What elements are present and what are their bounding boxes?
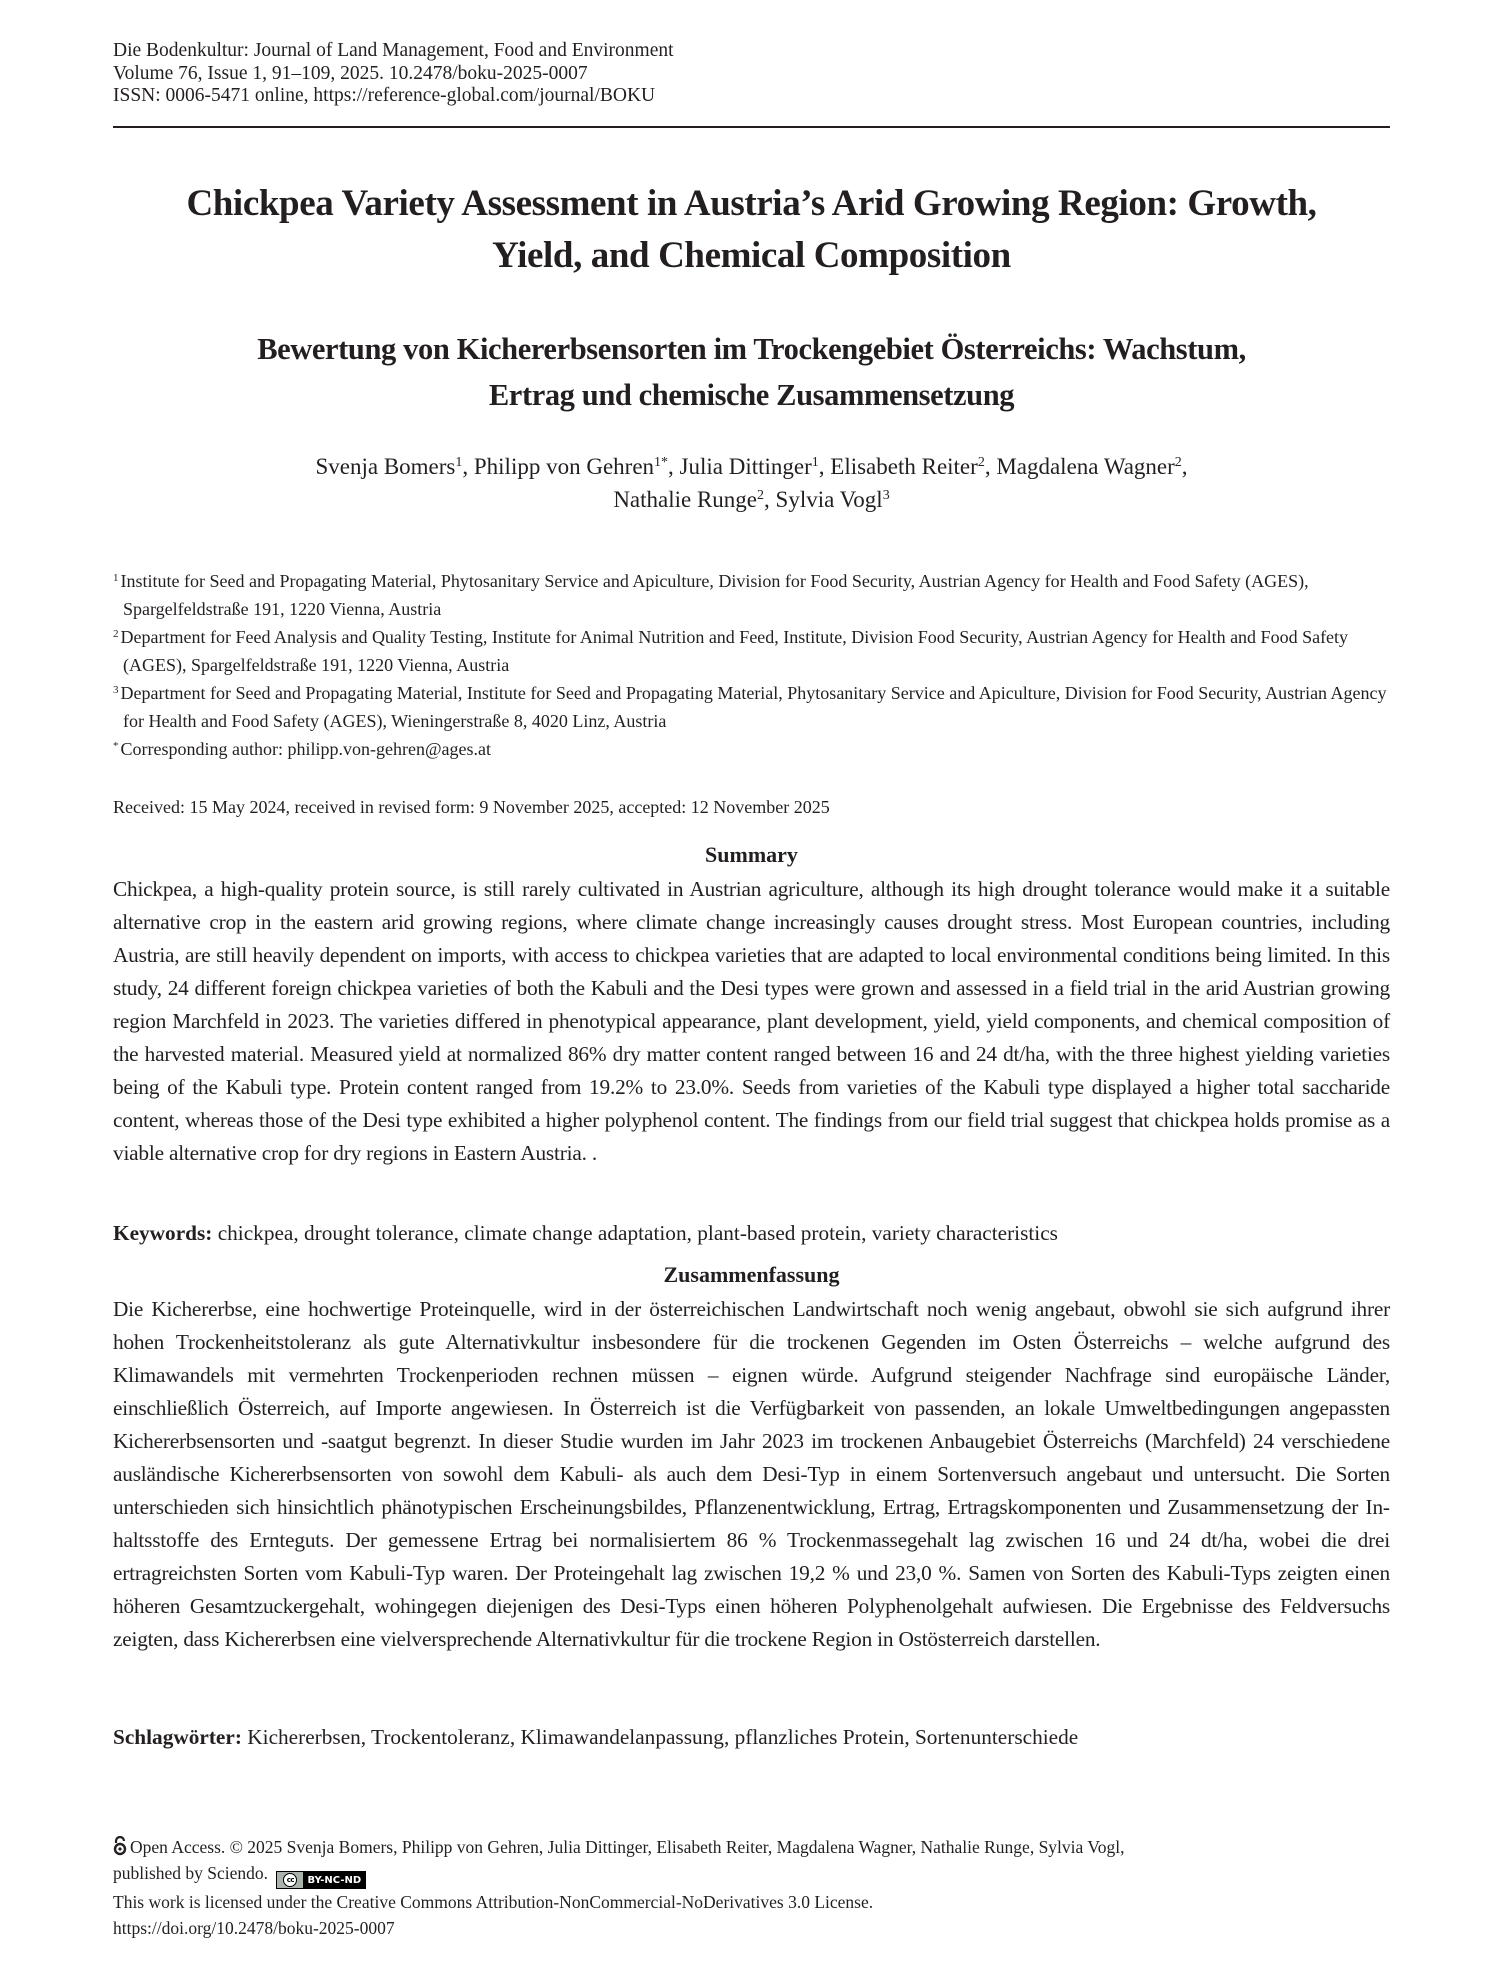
journal-volume: Volume 76, Issue 1, 91–109, 2025. 10.2478/boku-2025-0007 [113,62,588,84]
keywords-label: Keywords: [113,1221,213,1245]
journal-issn: ISSN: 0006-5471 online, https://reference-global.com/journal/BOKU [113,85,656,106]
cc-license-label: BY-NC-ND [307,1874,362,1886]
schlagwoerter [113,1722,1390,1752]
schlagwoerter-label: Schlagwörter: [113,1725,242,1749]
license-footer [113,1834,1390,1941]
zusammenfassung-heading: Zusammenfassung [663,1262,840,1287]
paper-subtitle-german [113,326,1390,418]
author: Philipp von Gehren$^{1*}$, [473,454,680,479]
author: Svenja Bomers$^1$, [315,454,474,479]
doi-link[interactable]: https://doi.org/10.2478/boku-2025-0007 [113,1918,395,1938]
affiliation-1: $^1$ Institute for Seed and Propagating Material, Phytosanitary Service and Apiculture, Division for Food Security, Austrian Agency for Health and Food Safety (AGES), Spargelfeldstraße 191, 1220 Vienna, Austria [113,571,1309,619]
paper-title [113,178,1390,282]
paper-title-line-2: Yield, and Chemical Composition [492,235,1011,276]
open-access-statement: Open Access. © 2025 Svenja Bomers, Philipp von Gehren, Julia Dittinger, Elisabeth Reiter, Magdalena Wagner, Nathalie Runge, Sylvia Vogl, [130,1837,1125,1857]
summary-heading: Summary [705,842,798,867]
journal-header [113,40,674,108]
summary-text: Chickpea, a high-quality protein source, is still rarely cultivated in Austrian agriculture, although its high drought tolerance would make it a suitable alternative crop in the eastern arid growing regions, where climate change increasingly causes drought stress. Most European countries, including Austria, are still heavily dependent on imports, with access to chickpea varieties that are adapted to local environmental conditions being limited. In this study, 24 different foreign chickpea varieties of both the Kabuli and the Desi types were grown and assessed in a field trial in the arid Austrian growing region Marchfeld in 2023. The varieties differed in phenotypical appearance, plant development, yield, yield components, and chemical composition of the harvested material. Measured yield at normalized 86% dry matter content ranged between 16 and 24 dt/ha, with the three highest yielding varieties being of the Kabuli type. Protein content ranged from 19.2% to 23.0%. Seeds from varieties of the Kabuli type displayed a higher total saccharide content, whereas those of the Desi type exhibited a higher polyphenol content. The findings from our field trial suggest that chickpea holds promise as a viable alternative crop for dry regions in Eastern Austria. . [113,877,1390,1165]
schlagwoerter-list: Kichererbsen, Trockentoleranz, Klimawandelanpassung, pflanzliches Protein, Sortenunterschiede [247,1725,1079,1749]
author: Magdalena Wagner$^2$, [996,454,1188,479]
paper-title-line-1: Chickpea Variety Assessment in Austria’s Arid Growing Region: Growth, [186,183,1317,224]
paper-subtitle-line-1: Bewertung von Kichererbsensorten im Trockengebiet Österreichs: Wachstum, [257,332,1246,366]
affiliations [113,567,1390,763]
author: Sylvia Vogl$^3$ [775,487,890,512]
affiliation-3: $^3$ Department for Seed and Propagating Material, Institute for Seed and Propagating Material, Phytosanitary Service and Apiculture, Division for Food Security, Austrian Agency for Health and Food Safety (AGES), Wieningerstraße 8, 4020 Linz, Austria [113,683,1387,731]
license-text: This work is licensed under the Creative Commons Attribution-NonCommercial-NoDerivatives 3.0 License. [113,1892,874,1912]
cc-logo: cc [283,1873,297,1887]
keywords-list: chickpea, drought tolerance, climate change adaptation, plant-based protein, variety characteristics [217,1221,1058,1245]
cc-license-icon[interactable] [276,1871,366,1889]
author: Nathalie Runge$^2$, [613,487,776,512]
author: Elisabeth Reiter$^2$, [830,454,997,479]
journal-name: Die Bodenkultur: Journal of Land Management, Food and Environment [113,40,674,61]
header-divider [113,126,1390,128]
keywords [113,1218,1390,1248]
affiliation-2: $^2$ Department for Feed Analysis and Quality Testing, Institute for Animal Nutrition and Feed, Institute, Division Food Security, Austrian Agency for Health and Food Safety (AGES), Spargelfeldstraße 191, 1220 Vienna, Austria [113,627,1349,675]
paper-subtitle-line-2: Ertrag und chemische Zusammensetzung [488,378,1015,412]
zusammenfassung-text: Die Kichererbse, eine hochwertige Proteinquelle, wird in der österreichischen Landwirtschaft noch wenig angebaut, obwohl sie sich aufgrund ihrer hohen Trockenheitstoleranz als gute Alternativkultur insbesondere für die trockenen Gegenden im Osten Österreichs – welche aufgrund des Klimawandels mit vermehrten Trockenperioden rechnen müssen – eignen würde. Aufgrund steigender Nachfrage sind europäische Länder, einschließlich Österreich, auf Importe angewiesen. In Österreich ist die Verfügbarkeit von passenden, an lokale Umweltbedingungen angepassten Kichererbsensorten und -saatgut begrenzt. In dieser Studie wurden im Jahr 2023 im trockenen Anbaugebiet Österreichs (Marchfeld) 24 verschiedene ausländische Kichererbsensorten von sowohl dem Kabuli- als auch dem Desi-Typ in einem Sortenversuch angebaut und untersucht. Die Sorten unterschieden sich hinsichtlich phänotypischen Erscheinungsbildes, Pflanzenentwicklung, Ertrag, Ertragskomponenten und Zusammensetzung der Inhaltsstoffe des Ernteguts. Der gemessene Ertrag bei normalisiertem 86 % Trockenmassegehalt lag zwischen 16 und 24 dt/ha, wobei die drei ertragreichsten Sorten vom Kabuli-Typ waren. Der Proteingehalt lag zwischen 19,2 % und 23,0 %. Samen von Sorten des Kabuli-Typs zeigten einen höheren Gesamtzuckergehalt, wohingegen diejenigen des Desi-Typs einen höheren Polyphenolgehalt aufwiesen. Die Ergebnisse des Feldversuchs zeigten, dass Kichererbsen eine vielversprechende Alternativkultur für die trockene Region in Ostösterreich darstellen. [113,1297,1390,1651]
published-by: published by Sciendo. [113,1863,269,1883]
open-access-icon [113,1836,127,1856]
corresponding-author: * Corresponding author: philipp.von-gehren@ages.at [113,739,491,759]
author: Julia Dittinger$^1$, [679,454,831,479]
author-list [113,450,1390,516]
received-dates: Received: 15 May 2024, received in revised form: 9 November 2025, accepted: 12 November 2025 [113,797,830,817]
